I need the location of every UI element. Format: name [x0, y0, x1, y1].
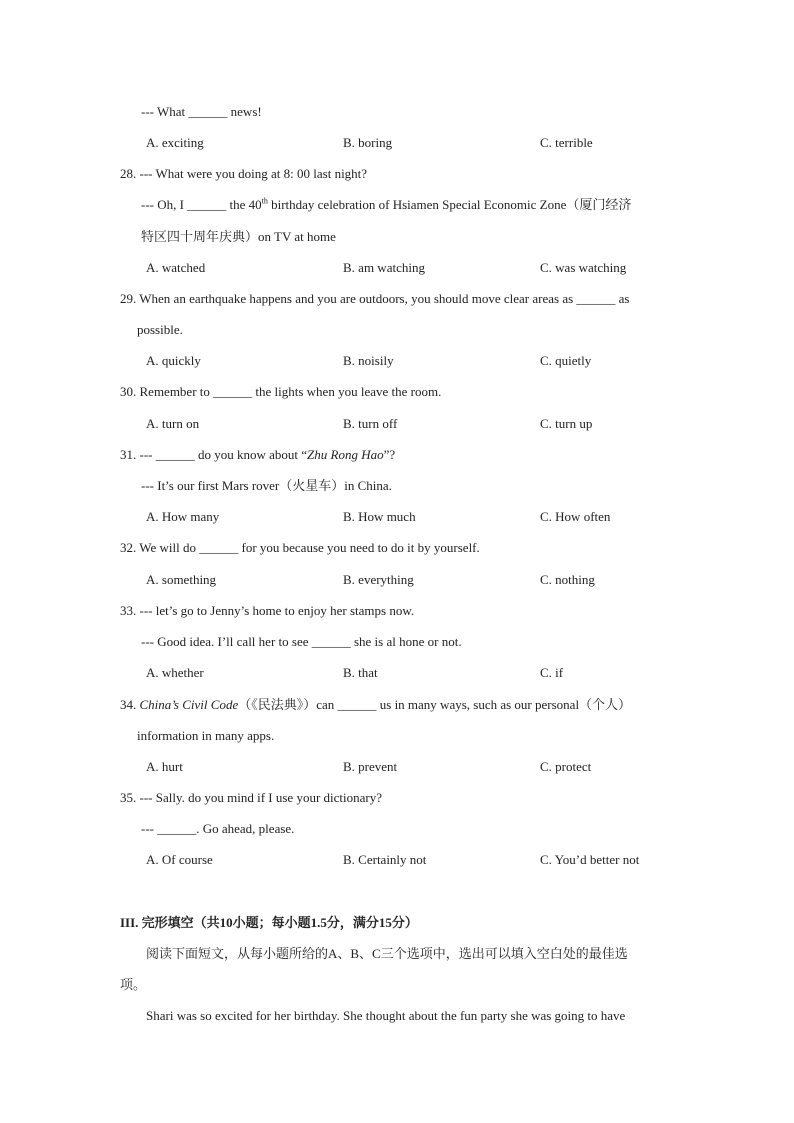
- q29-option-c: C. quietly: [540, 353, 592, 368]
- section-instruction: 阅读下面短文，从每小题所给的A、B、C三个选项中，选出可以填入空白处的最佳选: [146, 946, 628, 961]
- passage-first-line: Shari was so excited for her birthday. She thought about the fun party she was going to have: [146, 1008, 626, 1023]
- q33-option-c: C. if: [540, 665, 564, 680]
- q28-superscript: th: [261, 196, 268, 206]
- q34-stem-rest: （《民法典》）can ______ us in many ways, such as our personal（个人）: [238, 697, 632, 712]
- q33-stem: 33. --- let’s go to Jenny’s home to enjoy her stamps now.: [120, 603, 415, 618]
- q35-option-a: A. Of course: [146, 852, 213, 867]
- q31-stem-part-a: 31. --- ______ do you know about “: [120, 447, 308, 462]
- q31-reply: --- It’s our first Mars rover（火星车）in China.: [141, 478, 392, 493]
- q28-reply: [141, 197, 631, 213]
- q28-reply-cont: 特区四十周年庆典）on TV at home: [141, 229, 336, 244]
- q30-option-b: B. turn off: [343, 416, 398, 431]
- q27-option-c: C. terrible: [540, 135, 593, 150]
- q35-option-c: C. You’d better not: [540, 852, 640, 867]
- q35-reply: --- ______. Go ahead, please.: [141, 821, 295, 836]
- q28-stem: 28. --- What were you doing at 8: 00 last night?: [120, 166, 368, 181]
- section-heading: III. 完形填空（共10小题；每小题1.5分，满分15分）: [120, 915, 418, 930]
- q27-option-b: B. boring: [343, 135, 393, 150]
- q31-option-c: C. How often: [540, 509, 611, 524]
- q34-stem: [120, 697, 631, 713]
- q28-option-c: C. was watching: [540, 260, 627, 275]
- q32-option-a: A. something: [146, 572, 217, 587]
- q31-stem: [120, 447, 395, 463]
- q34-number: 34.: [120, 697, 140, 712]
- q32-stem: 32. We will do ______ for you because you need to do it by yourself.: [120, 540, 480, 555]
- q34-option-c: C. protect: [540, 759, 592, 774]
- q29-option-a: A. quickly: [146, 353, 201, 368]
- section-instruction-cont: 项。: [120, 977, 147, 992]
- q33-option-b: B. that: [343, 665, 378, 680]
- q28-reply-part-a: --- Oh, I ______ the 40: [141, 197, 262, 212]
- q27-reply: --- What ______ news!: [141, 104, 262, 119]
- q31-option-a: A. How many: [146, 509, 220, 524]
- q32-option-b: B. everything: [343, 572, 414, 587]
- q30-stem: 30. Remember to ______ the lights when you leave the room.: [120, 384, 442, 399]
- q34-option-b: B. prevent: [343, 759, 398, 774]
- q32-option-c: C. nothing: [540, 572, 595, 587]
- q35-option-b: B. Certainly not: [343, 852, 427, 867]
- q31-stem-part-b: ”?: [383, 447, 396, 462]
- q30-option-a: A. turn on: [146, 416, 200, 431]
- q31-option-b: B. How much: [343, 509, 416, 524]
- q30-option-c: C. turn up: [540, 416, 593, 431]
- q28-option-a: A. watched: [146, 260, 206, 275]
- q31-rover-name: Zhu Rong Hao: [307, 447, 384, 462]
- q34-code-title: China’s Civil Code: [139, 697, 239, 712]
- q27-option-a: A. exciting: [146, 135, 204, 150]
- q29-stem-cont: possible.: [137, 322, 183, 337]
- q34-stem-cont: information in many apps.: [137, 728, 275, 743]
- q33-reply: --- Good idea. I’ll call her to see ______ she is al hone or not.: [141, 634, 462, 649]
- q28-reply-part-b: birthday celebration of Hsiamen Special Economic Zone（厦门经济: [267, 197, 632, 212]
- q29-option-b: B. noisily: [343, 353, 394, 368]
- q34-option-a: A. hurt: [146, 759, 183, 774]
- q33-option-a: A. whether: [146, 665, 204, 680]
- q28-option-b: B. am watching: [343, 260, 425, 275]
- q35-stem: 35. --- Sally. do you mind if I use your dictionary?: [120, 790, 382, 805]
- q29-stem: 29. When an earthquake happens and you are outdoors, you should move clear areas as ______ as: [120, 291, 630, 306]
